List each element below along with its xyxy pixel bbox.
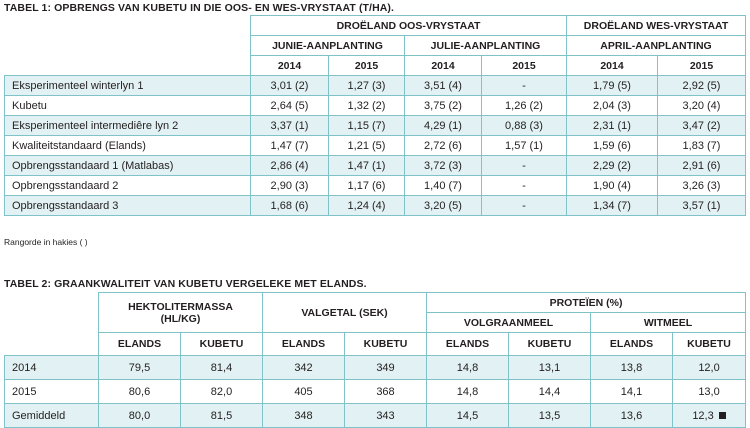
- cell: 4,29 (1): [405, 116, 482, 136]
- cell: 2,72 (6): [405, 136, 482, 156]
- empty-corner: [5, 16, 251, 76]
- cell: 2,29 (2): [567, 156, 658, 176]
- hectoliter-mass-label: HEKTOLITERMASSA: [128, 300, 233, 313]
- cell: 80,0: [99, 404, 181, 428]
- table-row: [5, 176, 746, 196]
- cell: -: [482, 176, 567, 196]
- july-planting-header: JULIE-AANPLANTING: [405, 36, 567, 56]
- june-planting-header: JUNIE-AANPLANTING: [251, 36, 405, 56]
- table-row: [5, 404, 746, 428]
- table-row: [5, 76, 746, 96]
- cell: 14,8: [427, 380, 509, 404]
- row-label: Opbrengsstandaard 2: [5, 176, 251, 196]
- cell: 1,40 (7): [405, 176, 482, 196]
- cell: 1,26 (2): [482, 96, 567, 116]
- cell: 1,24 (4): [329, 196, 405, 216]
- col-header: KUBETU: [345, 333, 427, 356]
- col-header: ELANDS: [99, 333, 181, 356]
- cell: 342: [263, 356, 345, 380]
- cell: 82,0: [181, 380, 263, 404]
- wholegrain-header: VOLGRAANMEEL: [427, 313, 591, 333]
- col-header: KUBETU: [181, 333, 263, 356]
- year-header: 2015: [482, 56, 567, 76]
- cell: 349: [345, 356, 427, 380]
- cell: -: [482, 196, 567, 216]
- cell: 13,5: [509, 404, 591, 428]
- cell: 14,8: [427, 356, 509, 380]
- april-planting-header: APRIL-AANPLANTING: [567, 36, 746, 56]
- cell: -: [482, 76, 567, 96]
- cell: 2,92 (5): [658, 76, 746, 96]
- cell: 1,34 (7): [567, 196, 658, 216]
- cell: 80,6: [99, 380, 181, 404]
- cell: 1,32 (2): [329, 96, 405, 116]
- cell: 1,15 (7): [329, 116, 405, 136]
- cell: 1,27 (3): [329, 76, 405, 96]
- cell: 14,1: [591, 380, 673, 404]
- col-header: KUBETU: [509, 333, 591, 356]
- cell: 79,5: [99, 356, 181, 380]
- cell: 13,0: [673, 380, 746, 404]
- cell: 405: [263, 380, 345, 404]
- cell: -: [482, 156, 567, 176]
- cell: 1,68 (6): [251, 196, 329, 216]
- year-header: 2014: [405, 56, 482, 76]
- group-east-header: DROËLAND OOS-VRYSTAAT: [251, 16, 567, 36]
- year-header: 2015: [658, 56, 746, 76]
- row-label: Gemiddeld: [5, 404, 99, 428]
- cell: 2,86 (4): [251, 156, 329, 176]
- falling-number-header: VALGETAL (SEK): [263, 293, 427, 333]
- row-label: Opbrengsstandaard 1 (Matlabas): [5, 156, 251, 176]
- row-label: Eksperimenteel intermediêre lyn 2: [5, 116, 251, 136]
- cell: 2,64 (5): [251, 96, 329, 116]
- cell: 1,83 (7): [658, 136, 746, 156]
- yield-table: [4, 15, 746, 216]
- cell: 13,8: [591, 356, 673, 380]
- cell: 1,57 (1): [482, 136, 567, 156]
- col-header: ELANDS: [263, 333, 345, 356]
- cell: 368: [345, 380, 427, 404]
- table-row: [5, 136, 746, 156]
- hectoliter-mass-unit: (HL/KG): [160, 312, 201, 325]
- col-header: KUBETU: [673, 333, 746, 356]
- cell: 13,1: [509, 356, 591, 380]
- row-label: Eksperimenteel winterlyn 1: [5, 76, 251, 96]
- table1-title: TABEL 1: OPBRENGS VAN KUBETU IN DIE OOS- EN WES-VRYSTAAT (T/HA).: [4, 2, 395, 14]
- cell: 81,5: [181, 404, 263, 428]
- col-header: ELANDS: [591, 333, 673, 356]
- cell: 1,90 (4): [567, 176, 658, 196]
- col-header: ELANDS: [427, 333, 509, 356]
- cell: 3,01 (2): [251, 76, 329, 96]
- cell: 3,20 (5): [405, 196, 482, 216]
- row-label: 2014: [5, 356, 99, 380]
- cell: 2,90 (3): [251, 176, 329, 196]
- cell-value: 12,3: [692, 409, 714, 422]
- group-west-header: DROËLAND WES-VRYSTAAT: [567, 16, 746, 36]
- table-row: [5, 356, 746, 380]
- table-row: [5, 156, 746, 176]
- cell: 14,5: [427, 404, 509, 428]
- cell: 2,31 (1): [567, 116, 658, 136]
- cell: 3,57 (1): [658, 196, 746, 216]
- cell: 3,75 (2): [405, 96, 482, 116]
- cell: 1,79 (5): [567, 76, 658, 96]
- cell: 14,4: [509, 380, 591, 404]
- table-row: [5, 96, 746, 116]
- table-row: [5, 380, 746, 404]
- row-label: Kwaliteitstandaard (Elands): [5, 136, 251, 156]
- cell: 13,6: [591, 404, 673, 428]
- cell: 1,17 (6): [329, 176, 405, 196]
- cell: 348: [263, 404, 345, 428]
- cell: 0,88 (3): [482, 116, 567, 136]
- protein-header: PROTEÏEN (%): [427, 293, 746, 313]
- hectoliter-mass-header: [99, 293, 263, 333]
- cell: 1,59 (6): [567, 136, 658, 156]
- cell: 1,47 (7): [251, 136, 329, 156]
- cell: 1,47 (1): [329, 156, 405, 176]
- cell: 12,0: [673, 356, 746, 380]
- cell: 3,51 (4): [405, 76, 482, 96]
- end-mark-icon: [719, 412, 726, 419]
- cell: 3,47 (2): [658, 116, 746, 136]
- quality-table: [4, 292, 746, 428]
- rank-note: Rangorde in hakies ( ): [4, 237, 88, 247]
- cell: [673, 404, 746, 428]
- cell: 81,4: [181, 356, 263, 380]
- year-header: 2014: [567, 56, 658, 76]
- table-row: [5, 196, 746, 216]
- cell: 3,26 (3): [658, 176, 746, 196]
- cell: 3,37 (1): [251, 116, 329, 136]
- cell: 3,20 (4): [658, 96, 746, 116]
- row-label: Opbrengsstandaard 3: [5, 196, 251, 216]
- cell: 2,91 (6): [658, 156, 746, 176]
- table-row: [5, 116, 746, 136]
- cell: 1,21 (5): [329, 136, 405, 156]
- cell: 2,04 (3): [567, 96, 658, 116]
- year-header: 2014: [251, 56, 329, 76]
- empty-corner: [5, 293, 99, 356]
- year-header: 2015: [329, 56, 405, 76]
- row-label: Kubetu: [5, 96, 251, 116]
- cell: 343: [345, 404, 427, 428]
- white-flour-header: WITMEEL: [591, 313, 746, 333]
- row-label: 2015: [5, 380, 99, 404]
- table2-title: TABEL 2: GRAANKWALITEIT VAN KUBETU VERGELEKE MET ELANDS.: [4, 278, 367, 290]
- cell: 3,72 (3): [405, 156, 482, 176]
